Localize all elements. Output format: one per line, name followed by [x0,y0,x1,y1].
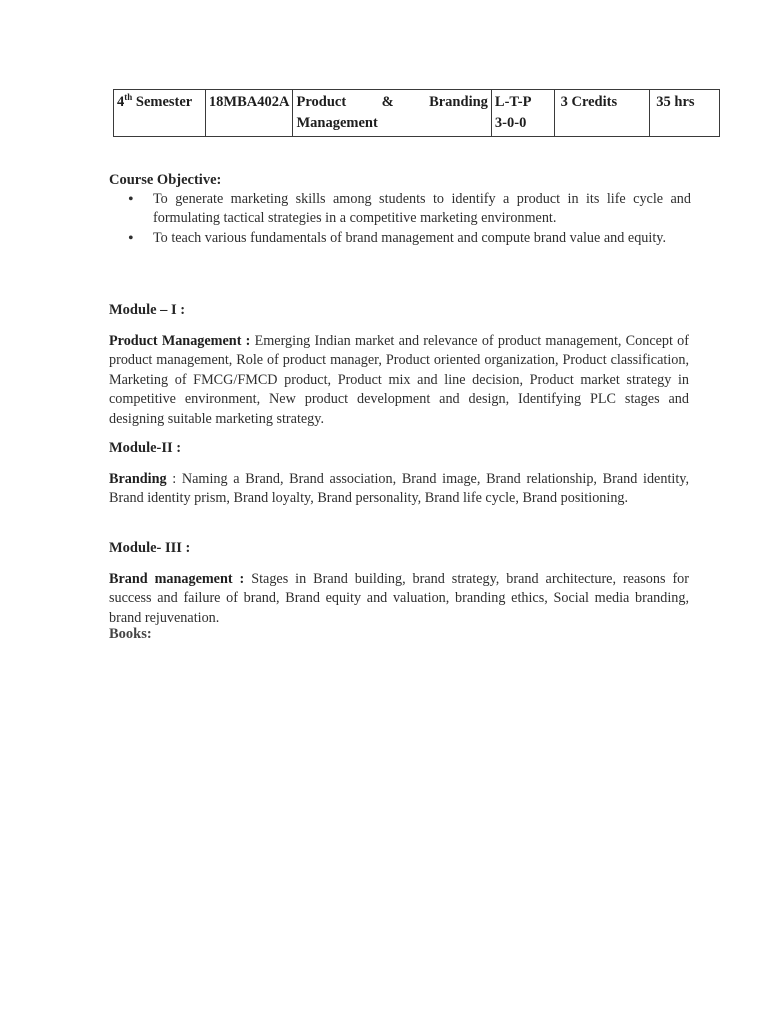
module-2-body [109,470,689,509]
credits-cell [554,90,650,137]
hours-cell [650,90,720,137]
course-title-word-1: Product [296,94,347,110]
cutoff-heading-text: Books: [109,626,152,642]
ltp-cell [491,90,554,137]
module-2-heading: Module-II : [109,440,182,456]
module-3-text: Stages in Brand building, brand strategy, brand architecture, reasons for success and failure of brand, Brand equity and valuation, branding ethics, Social media branding, brand rejuvenation. [109,571,689,626]
module-3-body [109,570,689,628]
semester-cell [114,90,206,137]
list-item: • To generate marketing skills among students to identify a product in its life cycle and formulating tactical strategies in a competitive marketing environment. [109,190,691,228]
module-2-text: : Naming a Brand, Brand association, Brand image, Brand relationship, Brand identity, Brand identity prism, Brand loyalty, Brand personality, Brand life cycle, Brand positioning. [109,471,689,507]
module-1-text: Emerging Indian market and relevance of product management, Concept of product management, Role of product manager, Product oriented organization, Product classification, Marketing of FMCG/FMCD product, Product mix and line decision, Product market strategy in competitive environment, New product development and design, Identifying PLC stages and designing suitable marketing strategy. [109,333,689,427]
semester-suffix: th [124,92,133,103]
module-1-title: Product Management : [109,333,251,349]
objectives-list [109,190,691,249]
course-code-cell [205,90,293,137]
course-title-line-1 [296,92,487,113]
course-title-line-2: Management [296,115,378,131]
module-2-title: Branding [109,471,167,487]
module-3-heading: Module- III : [109,540,191,556]
module-1-body [109,332,689,429]
cutoff-heading [109,626,161,644]
semester-word: Semester [135,94,193,110]
module-3-title: Brand management : [109,571,245,587]
list-item: • To teach various fundamentals of brand management and compute brand value and equity. [109,229,691,248]
course-title-ampersand: & [381,94,394,110]
semester-number: 4 [117,94,125,110]
hours-value: 35 hrs [656,94,695,110]
course-info-table [113,89,720,137]
table-row [114,90,720,137]
course-title-word-2: Branding [429,94,488,110]
credits-value: 3 Credits [560,94,618,110]
ltp-value: 3-0-0 [494,115,527,131]
course-title-cell [293,90,491,137]
module-1-heading: Module – I : [109,302,186,318]
course-objective-heading: Course Objective: [109,172,222,188]
course-code: 18MBA402A [208,94,290,110]
ltp-label: L-T-P [494,94,532,110]
